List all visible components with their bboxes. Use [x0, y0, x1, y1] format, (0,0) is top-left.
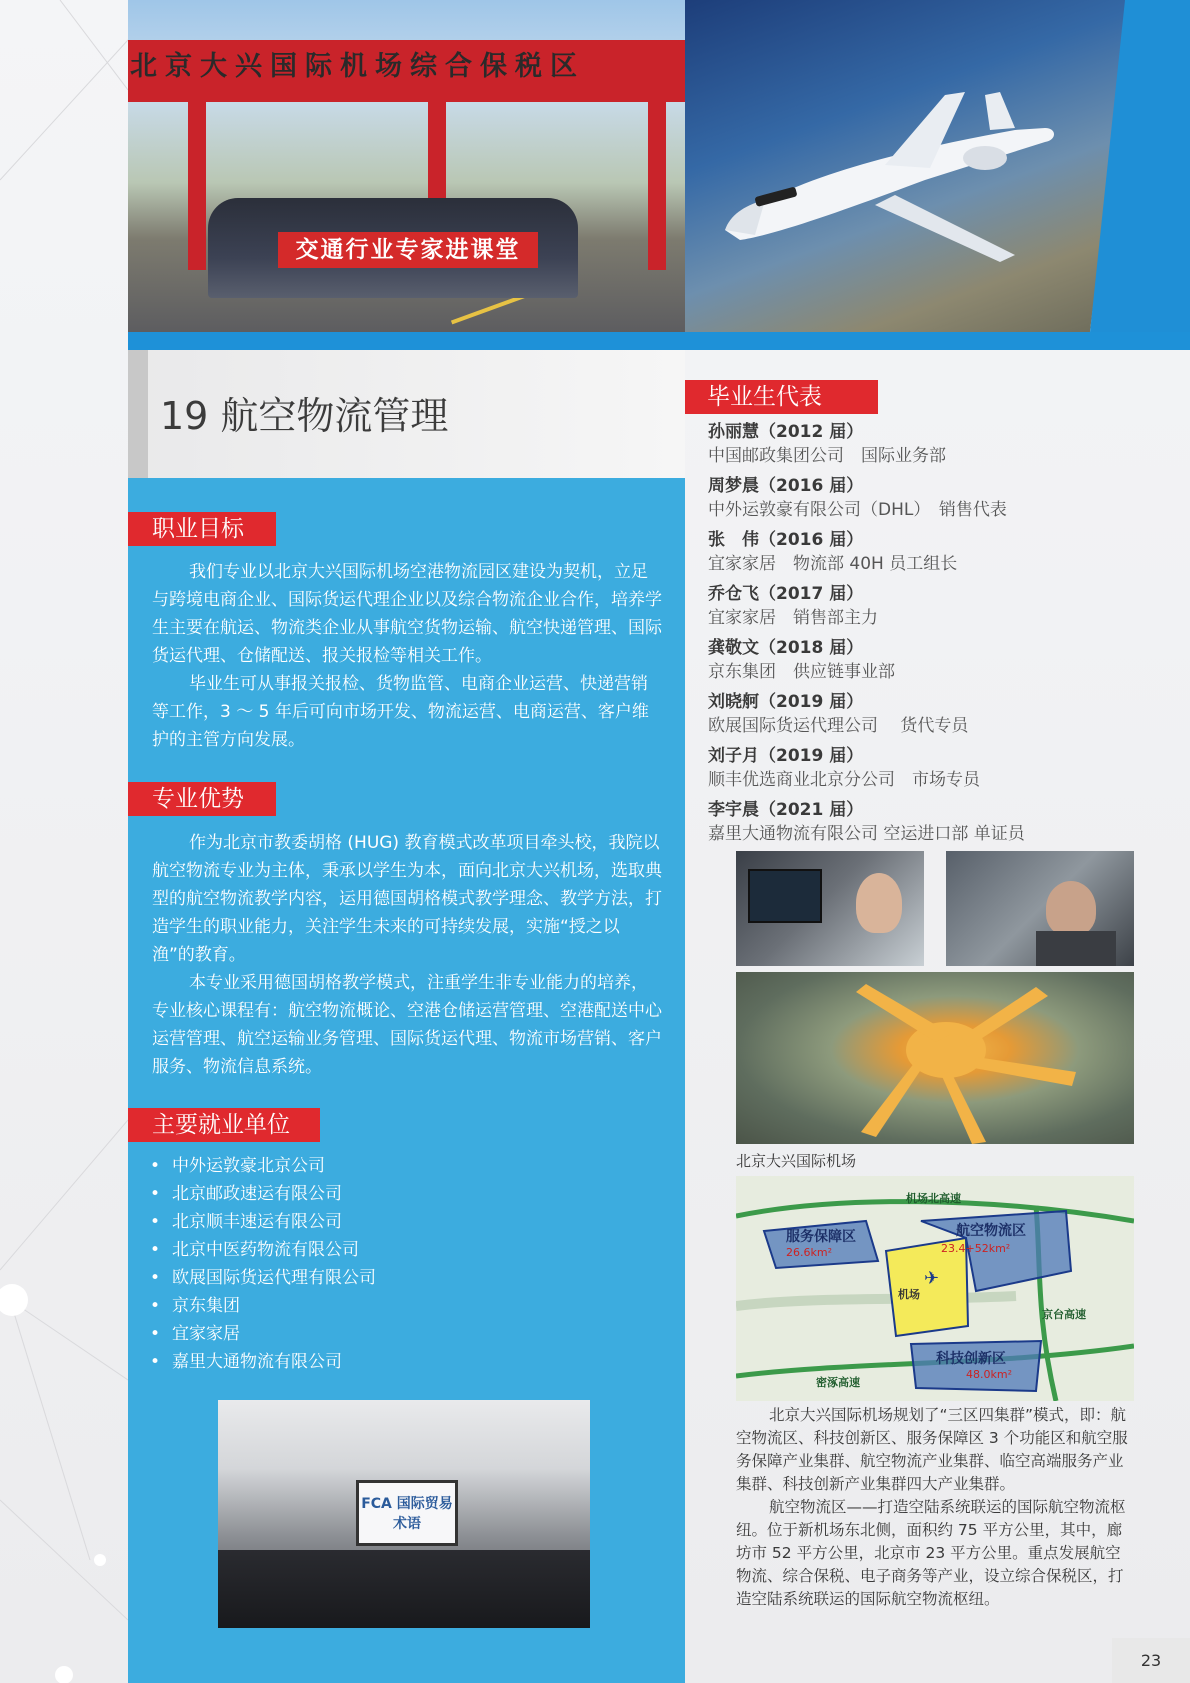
graduate-name: 李宇晨（2021 届）	[708, 800, 864, 820]
person	[856, 873, 902, 933]
zone-description	[736, 1404, 1132, 1611]
graduate-entry	[708, 798, 1128, 846]
employers-heading: 主要就业单位	[128, 1108, 320, 1142]
airplane-icon	[685, 0, 1130, 332]
airplane-icon: ✈	[924, 1268, 940, 1289]
gate-pillar	[648, 100, 666, 270]
advantages-paragraph: 作为北京市教委胡格 (HUG) 教育模式改革项目牵头校，我院以航空物流专业为主体，秉承以学生为本，面向北京大兴机场，选取典型的航空物流教学内容，运用德国胡格模式教学理念、教学方法，打造学生的职业能力，关注学生未来的可持续发展，实施“授之以渔”的教育。	[152, 833, 662, 965]
person	[1046, 881, 1096, 936]
graduate-entry	[708, 474, 1128, 522]
list-item: • 北京顺丰速运有限公司	[150, 1208, 376, 1236]
graduate-entry	[708, 690, 1128, 738]
graduate-name: 周梦晨（2016 届）	[708, 476, 864, 496]
graduate-name: 龚敬文（2018 届）	[708, 638, 864, 658]
graduates-heading: 毕业生代表	[685, 380, 878, 414]
list-item: • 北京邮政速运有限公司	[150, 1180, 376, 1208]
graduate-name: 孙丽慧（2012 届）	[708, 422, 864, 442]
screen-text: FCA 国际贸易术语	[361, 1496, 453, 1532]
description-paragraph: 航空物流区——打造空陆系统联运的国际航空物流枢纽。位于新机场东北侧，面积约 75 平方公里，其中，廊坊市 52 平方公里，北京市 23 平方公里。重点发展航空物流、综合保税、电子商务等产业，设立综合保税区，打造空陆系统联运的国际航空物流枢纽。	[736, 1498, 1126, 1608]
graduate-job: 欧展国际货运代理公司 货代专员	[708, 716, 969, 736]
map-road-east: 京台高速	[1042, 1308, 1086, 1321]
graduate-name: 刘晓舸（2019 届）	[708, 692, 864, 712]
list-item: • 北京中医药物流有限公司	[150, 1236, 376, 1264]
airport-caption: 北京大兴国际机场	[736, 1152, 857, 1170]
list-item: • 中外运敦豪北京公司	[150, 1152, 376, 1180]
map-area-service: 26.6km²	[786, 1246, 832, 1259]
airplane-photo	[685, 0, 1130, 332]
map-label-service: 服务保障区	[786, 1229, 856, 1245]
map-road-north: 机场北高速	[906, 1192, 961, 1205]
graduate-entry	[708, 744, 1128, 792]
career-goal-paragraph: 毕业生可从事报关报检、货物监管、电商企业运营、快递营销等工作，3 ～ 5 年后可向市场开发、物流运营、电商运营、客户维护的主管方向发展。	[152, 674, 649, 750]
airport-terminal-icon	[736, 972, 1134, 1144]
page-title: 19 航空物流管理	[160, 394, 449, 438]
advantages-text	[152, 829, 662, 1081]
advantages-paragraph: 本专业采用德国胡格教学模式，注重学生非专业能力的培养，专业核心课程有：航空物流概论、空港仓储运营管理、空港配送中心运营管理、航空运输业务管理、国际货运代理、物流市场营销、客户服务、物流信息系统。	[152, 973, 662, 1077]
graduate-office-photo	[946, 851, 1134, 966]
graduate-job: 宜家家居 物流部 40H 员工组长	[708, 554, 958, 574]
projector-screen	[356, 1480, 458, 1546]
graduate-job: 顺丰优选商业北京分公司 市场专员	[708, 770, 980, 790]
list-item: • 欧展国际货运代理有限公司	[150, 1264, 376, 1292]
graduate-job: 宜家家居 销售部主力	[708, 608, 878, 628]
list-item: • 京东集团	[150, 1292, 376, 1320]
map-label-logistics: 航空物流区	[956, 1223, 1026, 1239]
list-item: • 宜家家居	[150, 1320, 376, 1348]
airport-zone-map	[736, 1176, 1134, 1401]
classroom-photo	[218, 1400, 590, 1628]
gate-pillar	[188, 100, 206, 270]
graduate-name: 张 伟（2016 届）	[708, 530, 864, 550]
blue-divider-strip	[128, 332, 1190, 350]
advantages-heading: 专业优势	[128, 782, 276, 816]
map-area-tech: 48.0km²	[966, 1368, 1012, 1381]
person-body	[1036, 931, 1116, 966]
graduate-job: 京东集团 供应链事业部	[708, 662, 895, 682]
monitor	[748, 869, 822, 923]
graduate-entry	[708, 528, 1128, 576]
employers-list	[150, 1152, 376, 1376]
graduates-list	[708, 420, 1128, 852]
graduate-entry	[708, 420, 1128, 468]
campus-visit-photo	[128, 0, 685, 332]
graduate-job: 嘉里大通物流有限公司 空运进口部 单证员	[708, 824, 1025, 844]
page-number: 23	[1112, 1638, 1190, 1683]
graduate-entry	[708, 582, 1128, 630]
career-goal-paragraph: 我们专业以北京大兴国际机场空港物流园区建设为契机，立足与跨境电商企业、国际货运代理企业以及综合物流企业合作，培养学生主要在航运、物流类企业从事航空货物运输、航空快递管理、国际货运代理、仓储配送、报关报检等相关工作。	[152, 562, 662, 666]
career-goal-heading: 职业目标	[128, 512, 276, 546]
map-area-logistics: 23.4+52km²	[941, 1242, 1011, 1255]
students-silhouette	[218, 1550, 590, 1628]
description-paragraph: 北京大兴国际机场规划了“三区四集群”模式，即：航空物流区、科技创新区、服务保障区 3 个功能区和航空服务保障产业集群、航空物流产业集群、临空高端服务产业集群、科技创新产业集群四大产业集群。	[736, 1406, 1128, 1493]
gate-sign-text: 北京大兴国际机场综合保税区	[130, 51, 585, 82]
graduate-name: 乔仓飞（2017 届）	[708, 584, 864, 604]
decorative-network	[0, 0, 128, 1683]
graduate-entry	[708, 636, 1128, 684]
career-goal-text	[152, 558, 662, 754]
graduate-job: 中外运敦豪有限公司（DHL） 销售代表	[708, 500, 1007, 520]
list-item: • 嘉里大通物流有限公司	[150, 1348, 376, 1376]
map-road-south: 密涿高速	[816, 1376, 860, 1389]
title-side-bar	[128, 350, 148, 478]
map-label-airport: 机场	[898, 1288, 920, 1301]
group-banner: 交通行业专家进课堂	[278, 232, 538, 268]
daxing-airport-photo	[736, 972, 1134, 1144]
graduate-name: 刘子月（2019 届）	[708, 746, 864, 766]
graduate-job: 中国邮政集团公司 国际业务部	[708, 446, 946, 466]
map-label-tech: 科技创新区	[936, 1351, 1006, 1367]
graduate-workplace-photo	[736, 851, 924, 966]
